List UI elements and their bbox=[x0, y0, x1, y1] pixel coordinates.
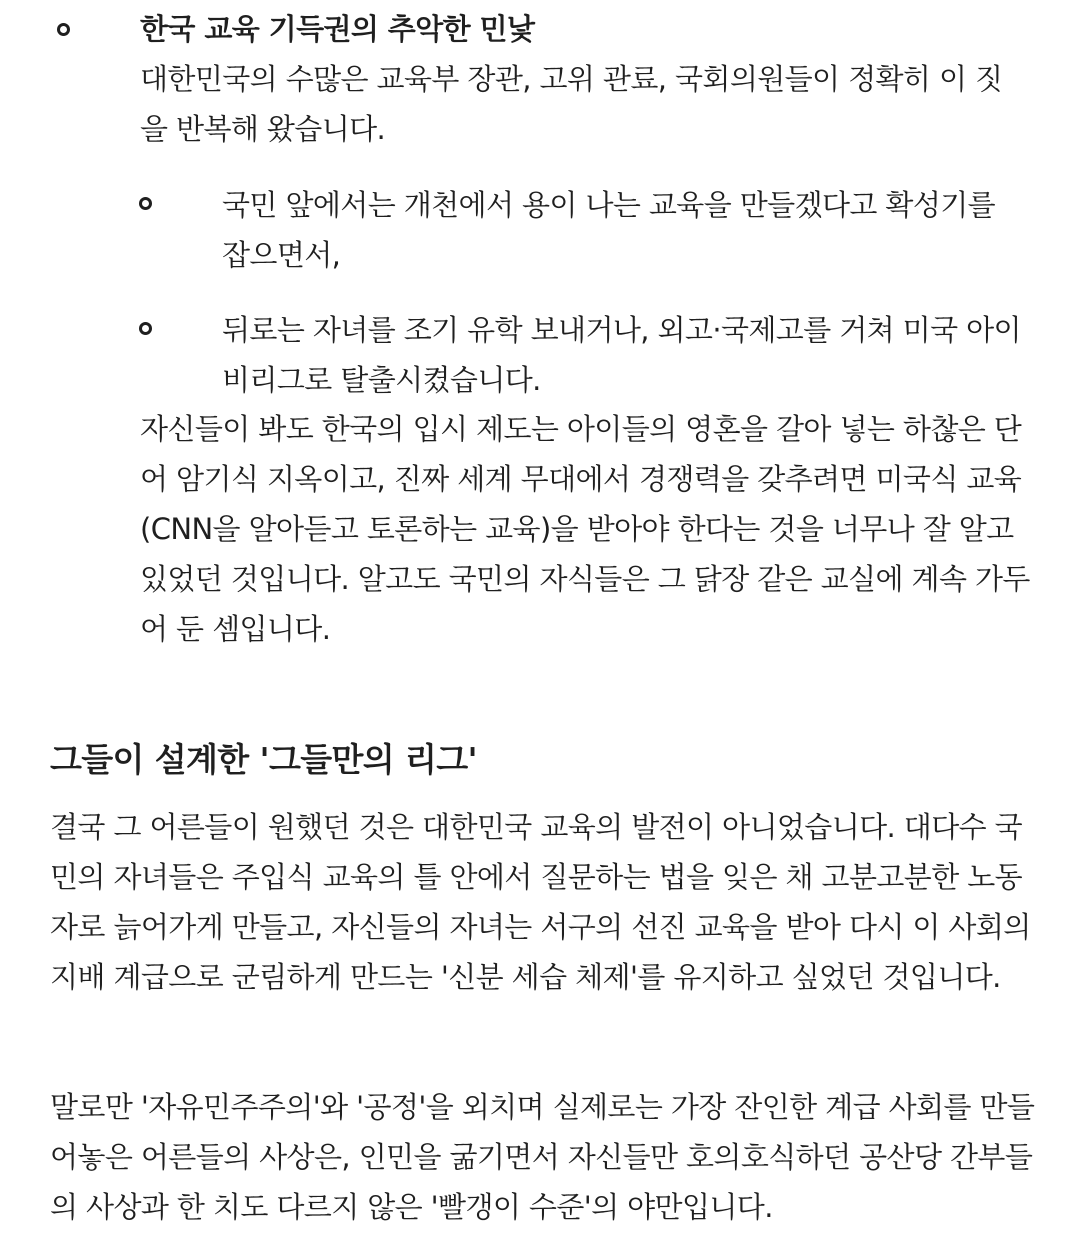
sub-bullet-icon bbox=[139, 322, 152, 335]
section-title: 한국 교육 기득권의 추악한 민낯 bbox=[140, 12, 535, 46]
section-heading: 그들이 설계한 '그들만의 리그' bbox=[50, 740, 478, 779]
sub-bullet-icon bbox=[139, 197, 152, 210]
section-intro: 대한민국의 수많은 교육부 장관, 고위 관료, 국회의원들이 정확히 이 짓을 반복해 왔습니다. bbox=[140, 62, 1003, 146]
body-paragraph: 결국 그 어른들이 원했던 것은 대한민국 교육의 발전이 아니었습니다. 대다수 국민의 자녀들은 주입식 교육의 틀 안에서 질문하는 법을 잊은 채 고분고분한 노동자로 늙어가게 만들고, 자신들의 자녀는 서구의 선진 교육을 받아 다시 이 사회의 지배 계급으로 군림하게 만드는 '신분 세습 체제'를 유지하고 싶었던 것입니다. bbox=[50, 810, 1031, 994]
sub-list-item: 국민 앞에서는 개천에서 용이 나는 교육을 만들겠다고 확성기를 잡으면서, bbox=[222, 188, 996, 272]
sub-list-item: 뒤로는 자녀를 조기 유학 보내거나, 외고·국제고를 거쳐 미국 아이비리그로 탈출시켰습니다. bbox=[222, 313, 1021, 397]
body-paragraph: 말로만 '자유민주주의'와 '공정'을 외치며 실제로는 가장 잔인한 계급 사회를 만들어놓은 어른들의 사상은, 인민을 굶기면서 자신들만 호의호식하던 공산당 간부들의 사상과 한 치도 다르지 않은 '빨갱이 수준'의 야만입니다. bbox=[50, 1090, 1035, 1224]
bullet-icon bbox=[57, 23, 70, 36]
section-closing: 자신들이 봐도 한국의 입시 제도는 아이들의 영혼을 갈아 넣는 하찮은 단어 암기식 지옥이고, 진짜 세계 무대에서 경쟁력을 갖추려면 미국식 교육(CNN을 알아듣고 토론하는 교육)을 받아야 한다는 것을 너무나 잘 알고 있었던 것입니다. 알고도 국민의 자식들은 그 닭장 같은 교실에 계속 가두어 둔 셈입니다. bbox=[140, 412, 1030, 646]
